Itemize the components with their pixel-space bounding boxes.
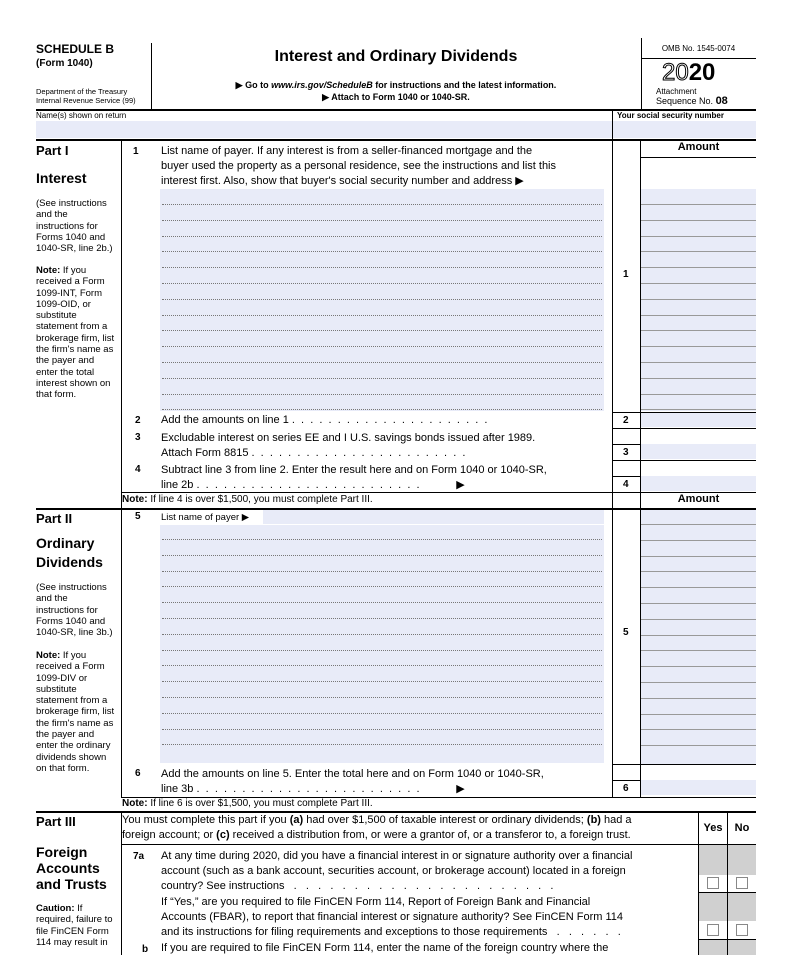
line3-box: 3: [623, 447, 629, 458]
payer-rule-line: [162, 299, 602, 300]
amount-rule-line: [641, 619, 756, 620]
part2-heading-1: Ordinary: [36, 535, 95, 551]
names-field[interactable]: [36, 121, 612, 138]
amount-rule-line: [641, 315, 756, 316]
line6-text: Add the amounts on line 5. Enter the total here and on Form 1040 or 1040-SR, line 3b . . . . . . . . . . . . . . . . . . . . . . . . . ▶: [161, 768, 544, 795]
line2-box: 2: [623, 415, 629, 426]
attachment-label: Attachment: [656, 87, 697, 96]
payer-rule-line: [162, 267, 602, 268]
instructions-line2: ▶ Attach to Form 1040 or 1040-SR.: [322, 92, 470, 102]
line1-number: 1: [133, 146, 139, 157]
line7b-number: b: [142, 944, 149, 955]
form-reference: (Form 1040): [36, 58, 93, 69]
amount-rule-line: [641, 650, 756, 651]
payer-rule-line: [162, 650, 602, 651]
payer-rule-line: [162, 315, 602, 316]
ssn-field[interactable]: [613, 121, 756, 138]
dept-line1: Department of the Treasury: [36, 87, 128, 96]
line2-text: Add the amounts on line 1 . . . . . . . . . . . . . . . . . . . . . .: [161, 414, 488, 426]
line7a-text: At any time during 2020, did you have a financial interest in or signature authority over a financial account (such as a bank account, securities account, or brokerage account) located in a foreign country? See instructions . . . . . . . . . . . . . . . . . . . . . .: [161, 850, 633, 892]
tax-year: 2020: [662, 59, 716, 86]
amount-rule-line: [641, 714, 756, 715]
line7b-text: If you are required to file FinCEN Form 114, enter the name of the foreign country where the: [161, 942, 609, 954]
payer-rule-line: [162, 729, 602, 730]
part3-label: Part III: [36, 814, 76, 829]
part1-see-instructions: (See instructions and the instructions for Forms 1040 and 1040-SR, line 2b.): [36, 198, 113, 255]
fbar-question: If “Yes,” are you required to file FinCEN Form 114, Report of Foreign Bank and Financial Accounts (FBAR), to report that financial interest or signature authority? See FinCEN Form 114 and its instructions for filing requirements and exceptions to those requirements . . . . . .: [161, 896, 623, 938]
payer-rule-line: [162, 394, 602, 395]
dept-line2: Internal Revenue Service (99): [36, 96, 136, 105]
payer-rule-line: [162, 618, 602, 619]
part1-heading: Interest: [36, 170, 87, 186]
amount-rule-line: [641, 524, 756, 525]
amount-rule-line: [641, 540, 756, 541]
amount-rule-line: [641, 394, 756, 395]
payer-rule-line: [162, 634, 602, 635]
amount-rule-line: [641, 698, 756, 699]
sequence-label: Sequence No. 08: [656, 95, 728, 107]
schedule-label: SCHEDULE B: [36, 42, 115, 56]
payer-rule-line: [162, 555, 602, 556]
amount-rule-line: [641, 635, 756, 636]
fbar-yes-checkbox[interactable]: [707, 924, 719, 936]
amount-rule-line: [641, 603, 756, 604]
payer-rule-line: [162, 586, 602, 587]
line4-text: Subtract line 3 from line 2. Enter the result here and on Form 1040 or 1040-SR, line 2b . . . . . . . . . . . . . . . . . . . . . . . . . ▶: [161, 464, 547, 491]
line6-box: 6: [623, 783, 629, 794]
line5-amount-column[interactable]: [641, 510, 756, 764]
amount-rule-line: [641, 330, 756, 331]
amount-rule-line: [641, 666, 756, 667]
payer-rule-line: [162, 220, 602, 221]
amount-rule-line: [641, 571, 756, 572]
amount-rule-line: [641, 362, 756, 363]
payer-rule-line: [162, 571, 602, 572]
amount-rule-line: [641, 220, 756, 221]
line3-text: Excludable interest on series EE and I U.S. savings bonds issued after 1989. Attach Form 8815 . . . . . . . . . . . . . . . . . . . . . . . .: [161, 432, 536, 459]
part2-note-line: Note: If line 6 is over $1,500, you must complete Part III.: [122, 798, 373, 809]
line2-number: 2: [135, 415, 141, 426]
part1-note-line: Note: If line 4 is over $1,500, you must complete Part III.: [122, 494, 373, 505]
line2-amount[interactable]: [641, 413, 756, 427]
payer-rule-line: [162, 330, 602, 331]
amount-rule-line: [641, 745, 756, 746]
amount-rule-line: [641, 299, 756, 300]
payer-rule-line: [162, 697, 602, 698]
line3-amount[interactable]: [641, 444, 756, 459]
part2-amount-header: Amount: [677, 493, 720, 505]
part1-label: Part I: [36, 143, 69, 158]
payer-rule-line: [162, 713, 602, 714]
payer-rule-line: [162, 251, 602, 252]
line7a-number: 7a: [133, 851, 145, 862]
line1-box: 1: [623, 269, 629, 280]
payer-rule-line: [162, 681, 602, 682]
part2-label: Part II: [36, 511, 73, 526]
part3-caution: Caution: If required, failure to file FinCEN Form 114 may result in: [36, 903, 113, 948]
payer-rule-line: [162, 378, 602, 379]
payer-rule-line: [162, 236, 602, 237]
amount-rule-line: [641, 346, 756, 347]
line5-first-payer[interactable]: [263, 510, 604, 524]
line7a-no-checkbox[interactable]: [736, 877, 748, 889]
payer-rule-line: [162, 409, 602, 410]
part2-heading-2: Dividends: [36, 554, 103, 570]
part2-note: Note: If you received a Form 1099-DIV or substitute statement from a brokerage firm, list the firm's name as the payer and enter the ordinary dividends shown on that form.: [36, 650, 115, 774]
line7a-yes-checkbox[interactable]: [707, 877, 719, 889]
amount-rule-line: [641, 682, 756, 683]
yes-header: Yes: [703, 822, 723, 834]
part3-intro: You must complete this part if you (a) had over $1,500 of taxable interest or ordinary dividends; (b) had a foreign account; or (c) received a distribution from, or were a grantor of, or a transferor to, a foreign trust.: [122, 814, 632, 841]
amount-rule-line: [641, 409, 756, 410]
part2-see-instructions: (See instructions and the instructions for Forms 1040 and 1040-SR, line 3b.): [36, 582, 113, 639]
amount-rule-line: [641, 729, 756, 730]
amount-rule-line: [641, 236, 756, 237]
amount-rule-line: [641, 267, 756, 268]
amount-rule-line: [641, 556, 756, 557]
payer-rule-line: [162, 539, 602, 540]
amount-rule-line: [641, 251, 756, 252]
line3-number: 3: [135, 432, 141, 443]
line4-number: 4: [135, 464, 141, 475]
line1-text: List name of payer. If any interest is from a seller-financed mortgage and the buyer used the property as a personal residence, see the instructions and list this interest first. Also, show that buyer's social security number and address ▶: [161, 145, 557, 187]
payer-rule-line: [162, 283, 602, 284]
line6-amount[interactable]: [641, 780, 756, 795]
line5-number: 5: [135, 511, 141, 522]
fbar-no-checkbox[interactable]: [736, 924, 748, 936]
part1-note: Note: If you received a Form 1099-INT, Form 1099-OID, or substitute statement from a brokerage firm, list the firm's name as the payer and enter the total interest shown on that form.: [36, 265, 115, 401]
line5-payer-list[interactable]: [160, 525, 604, 763]
amount-rule-line: [641, 204, 756, 205]
line4-amount[interactable]: [641, 476, 756, 491]
line5-text: List name of payer ▶: [161, 512, 250, 523]
line6-number: 6: [135, 768, 141, 779]
form-title: Interest and Ordinary Dividends: [274, 48, 518, 65]
amount-rule-line: [641, 587, 756, 588]
part3-heading: Foreign Accounts and Trusts: [36, 844, 107, 892]
payer-rule-line: [162, 204, 602, 205]
names-label: Name(s) shown on return: [36, 111, 127, 120]
amount-header: Amount: [677, 141, 720, 153]
line5-box: 5: [623, 627, 629, 638]
amount-rule-line: [641, 378, 756, 379]
instructions-line1: ▶ Go to www.irs.gov/ScheduleB for instructions and the latest information.: [235, 80, 557, 90]
omb-number: OMB No. 1545-0074: [661, 44, 736, 53]
payer-rule-line: [162, 362, 602, 363]
line4-box: 4: [623, 479, 629, 490]
amount-rule-line: [641, 283, 756, 284]
payer-rule-line: [162, 744, 602, 745]
payer-rule-line: [162, 602, 602, 603]
ssn-label: Your social security number: [617, 111, 724, 120]
payer-rule-line: [162, 346, 602, 347]
payer-rule-line: [162, 665, 602, 666]
no-header: No: [734, 822, 750, 834]
